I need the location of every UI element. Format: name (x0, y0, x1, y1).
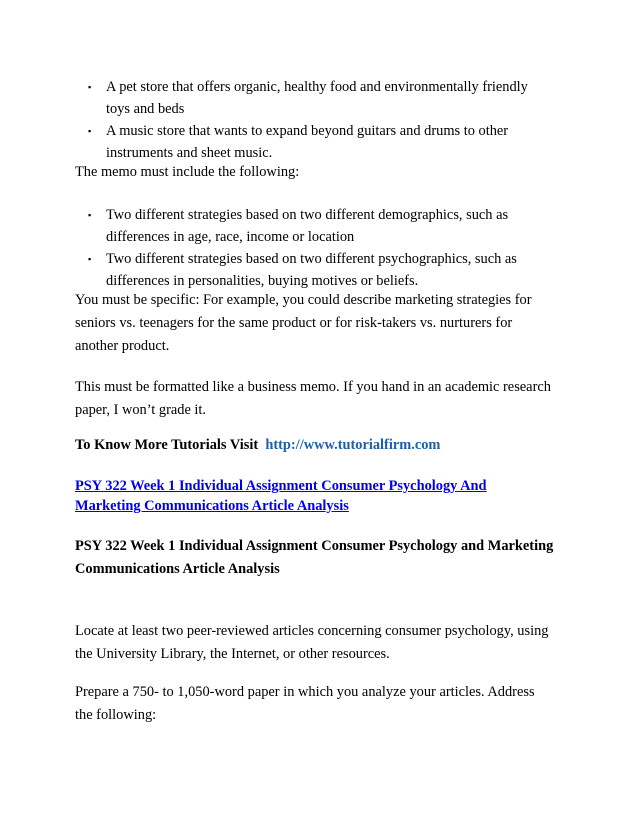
paragraph-line: You must be specific: For example, you could describe marketing strategies for (75, 292, 532, 308)
bullet-marker: ▪ (88, 254, 92, 264)
paragraph-line: This must be formatted like a business memo. If you hand in an academic research (75, 379, 551, 395)
tutorials-line (75, 436, 440, 454)
paragraph-line: paper, I won’t grade it. (75, 402, 207, 418)
assignment-title-line: PSY 322 Week 1 Individual Assignment Consumer Psychology and Marketing (75, 538, 554, 554)
bullet-marker: ▪ (88, 210, 92, 220)
tutorials-label: To Know More Tutorials Visit (75, 437, 259, 453)
memo-intro: The memo must include the following: (75, 164, 300, 180)
paragraph-line: Locate at least two peer-reviewed articles concerning consumer psychology, using (75, 623, 549, 639)
list-item-text: differences in age, race, income or location (106, 229, 355, 245)
paragraph-line: another product. (75, 338, 170, 354)
list-item-text: differences in personalities, buying motives or beliefs. (106, 273, 419, 289)
list-item-text: Two different strategies based on two different demographics, such as (106, 207, 509, 223)
list-item-text: toys and beds (106, 101, 185, 117)
tutorials-url-link[interactable]: http://www.tutorialfirm.com (265, 437, 441, 453)
assignment-link-line[interactable]: PSY 322 Week 1 Individual Assignment Consumer Psychology And (75, 478, 487, 494)
list-item-text: instruments and sheet music. (106, 145, 273, 161)
list-item-text: Two different strategies based on two different psychographics, such as (106, 251, 517, 267)
paragraph-line: the following: (75, 707, 157, 723)
paragraph-line: the University Library, the Internet, or other resources. (75, 646, 390, 662)
assignment-link-line[interactable]: Marketing Communications Article Analysis (75, 498, 349, 514)
paragraph-line: seniors vs. teenagers for the same product or for risk-takers vs. nurturers for (75, 315, 513, 331)
paragraph-line: Prepare a 750- to 1,050-word paper in which you analyze your articles. Address (75, 684, 535, 700)
assignment-title-line: Communications Article Analysis (75, 561, 280, 577)
bullet-marker: ▪ (88, 82, 92, 92)
list-item-text: A pet store that offers organic, healthy food and environmentally friendly (106, 79, 528, 95)
bullet-marker: ▪ (88, 126, 92, 136)
list-item-text: A music store that wants to expand beyond guitars and drums to other (106, 123, 509, 139)
